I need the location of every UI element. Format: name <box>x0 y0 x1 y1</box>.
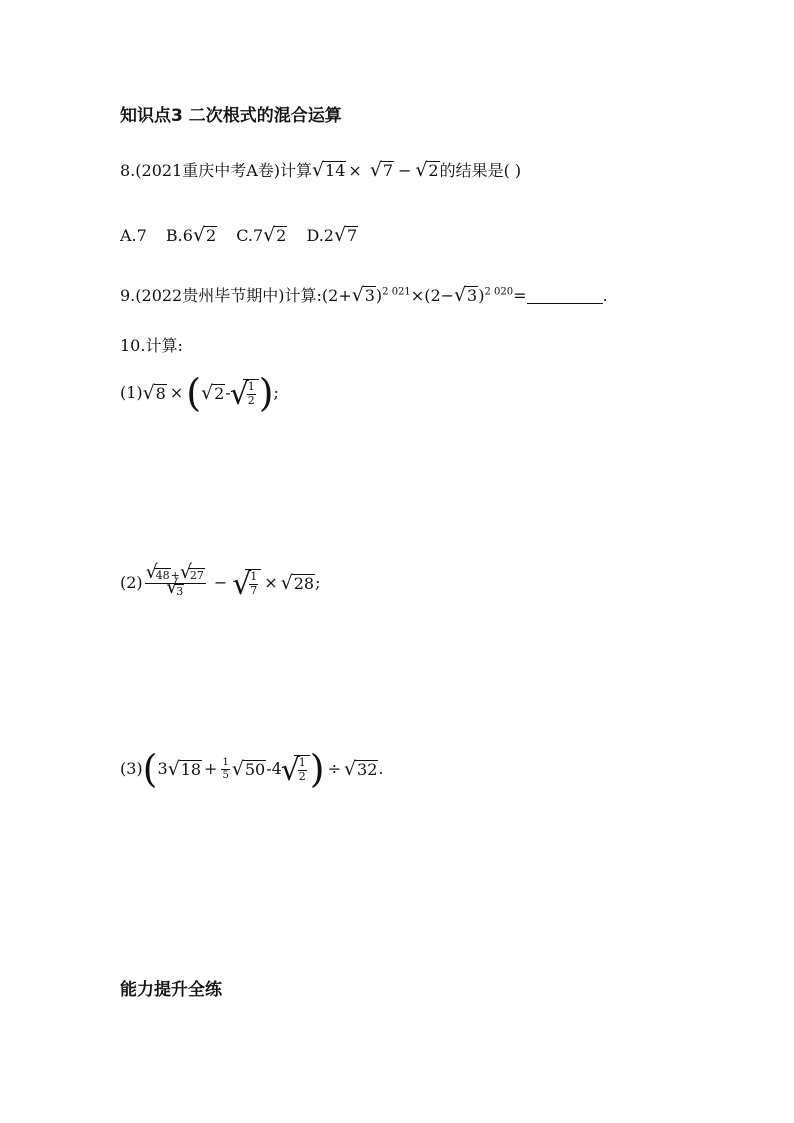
q8-options <box>120 226 358 244</box>
q8-number: 8. <box>120 161 136 180</box>
p3-period: . <box>378 759 384 779</box>
p2-times: × <box>264 573 278 593</box>
q8-sqrt-14: √ 14 <box>313 161 346 179</box>
p1-label: (1) <box>120 383 143 403</box>
question-9 <box>120 286 608 304</box>
q9-lead: 计算: <box>284 286 322 305</box>
p3-minus-4: -4 <box>266 759 282 779</box>
q9-exponent-2: 2 020 <box>484 286 514 298</box>
section-2-heading: 能力提升全练 <box>120 980 222 1000</box>
p2-sqrt-28: √ 28 <box>282 574 315 592</box>
p2-semicolon: ; <box>315 573 321 593</box>
p3-plus: + <box>204 759 218 779</box>
q9-open-2: (2− <box>424 286 455 305</box>
q9-number: 9. <box>120 286 136 305</box>
p1-left-paren: ( <box>186 371 202 415</box>
q9-equals: = <box>513 286 527 305</box>
p3-label: (3) <box>120 759 143 779</box>
part-1-expression <box>120 371 279 415</box>
p3-divide: ÷ <box>327 759 342 779</box>
option-c: C.7√ 2 <box>236 226 287 245</box>
option-b: B.6√ 2 <box>166 226 217 245</box>
p2-minus: − <box>213 573 228 593</box>
q8-times: × <box>348 161 362 180</box>
q9-sqrt-3-b: √ 3 <box>455 286 478 304</box>
p1-times: × <box>169 383 184 403</box>
q9-sqrt-3-a: √ 3 <box>353 286 376 304</box>
p1-sqrt-8: √ 8 <box>144 384 167 402</box>
q8-lead: 计算 <box>280 161 313 180</box>
p1-sqrt-half: √ $\frac{1}{2}$ <box>231 379 259 407</box>
q8-sqrt-7: √ 7 <box>371 161 394 179</box>
p3-sqrt-50: √ 50 <box>233 760 266 778</box>
q8-tail: 的结果是( ) <box>439 161 522 180</box>
p1-sqrt-2: √ 2 <box>202 384 225 402</box>
part-3-expression <box>120 747 384 791</box>
p2-sqrt-seventh: √ $\frac{1}{7}$ <box>233 569 261 597</box>
q9-open-1: (2+ <box>321 286 352 305</box>
p3-fifth: $\frac{1}{5}$ <box>222 757 229 781</box>
q9-close-1: ) <box>375 286 383 305</box>
question-8 <box>120 161 521 179</box>
q9-source: (2022贵州毕节期中) <box>135 286 285 305</box>
option-a: A.7 <box>120 226 147 245</box>
p1-semicolon: ; <box>273 383 279 403</box>
p2-label: (2) <box>120 573 143 593</box>
q8-sqrt-2: √ 2 <box>416 161 439 179</box>
p3-coef-3: 3 <box>157 759 168 779</box>
q9-exponent-1: 2 021 <box>382 286 411 298</box>
q9-answer-blank[interactable] <box>527 288 603 304</box>
q9-close-2: ) <box>478 286 485 305</box>
option-d: D.2√ 7 <box>306 226 358 245</box>
p3-sqrt-32: √ 32 <box>345 760 378 778</box>
q9-times: × <box>410 286 425 305</box>
q8-minus: − <box>398 161 412 180</box>
p3-left-paren: ( <box>142 747 158 791</box>
p3-sqrt-18: √ 18 <box>169 760 202 778</box>
p3-sqrt-half: √ $\frac{1}{2}$ <box>282 755 310 783</box>
p2-fraction: √ 48+√ 27 √ 3 <box>145 568 206 598</box>
q9-period: . <box>602 286 608 305</box>
p1-right-paren: ) <box>258 371 274 415</box>
p3-right-paren: ) <box>309 747 325 791</box>
q8-source: (2021重庆中考A卷) <box>135 161 281 180</box>
question-10-title: 10.计算: <box>120 336 183 355</box>
section-heading: 知识点3 二次根式的混合运算 <box>120 106 342 126</box>
part-2-expression <box>120 568 320 598</box>
p1-minus: - <box>225 383 231 403</box>
